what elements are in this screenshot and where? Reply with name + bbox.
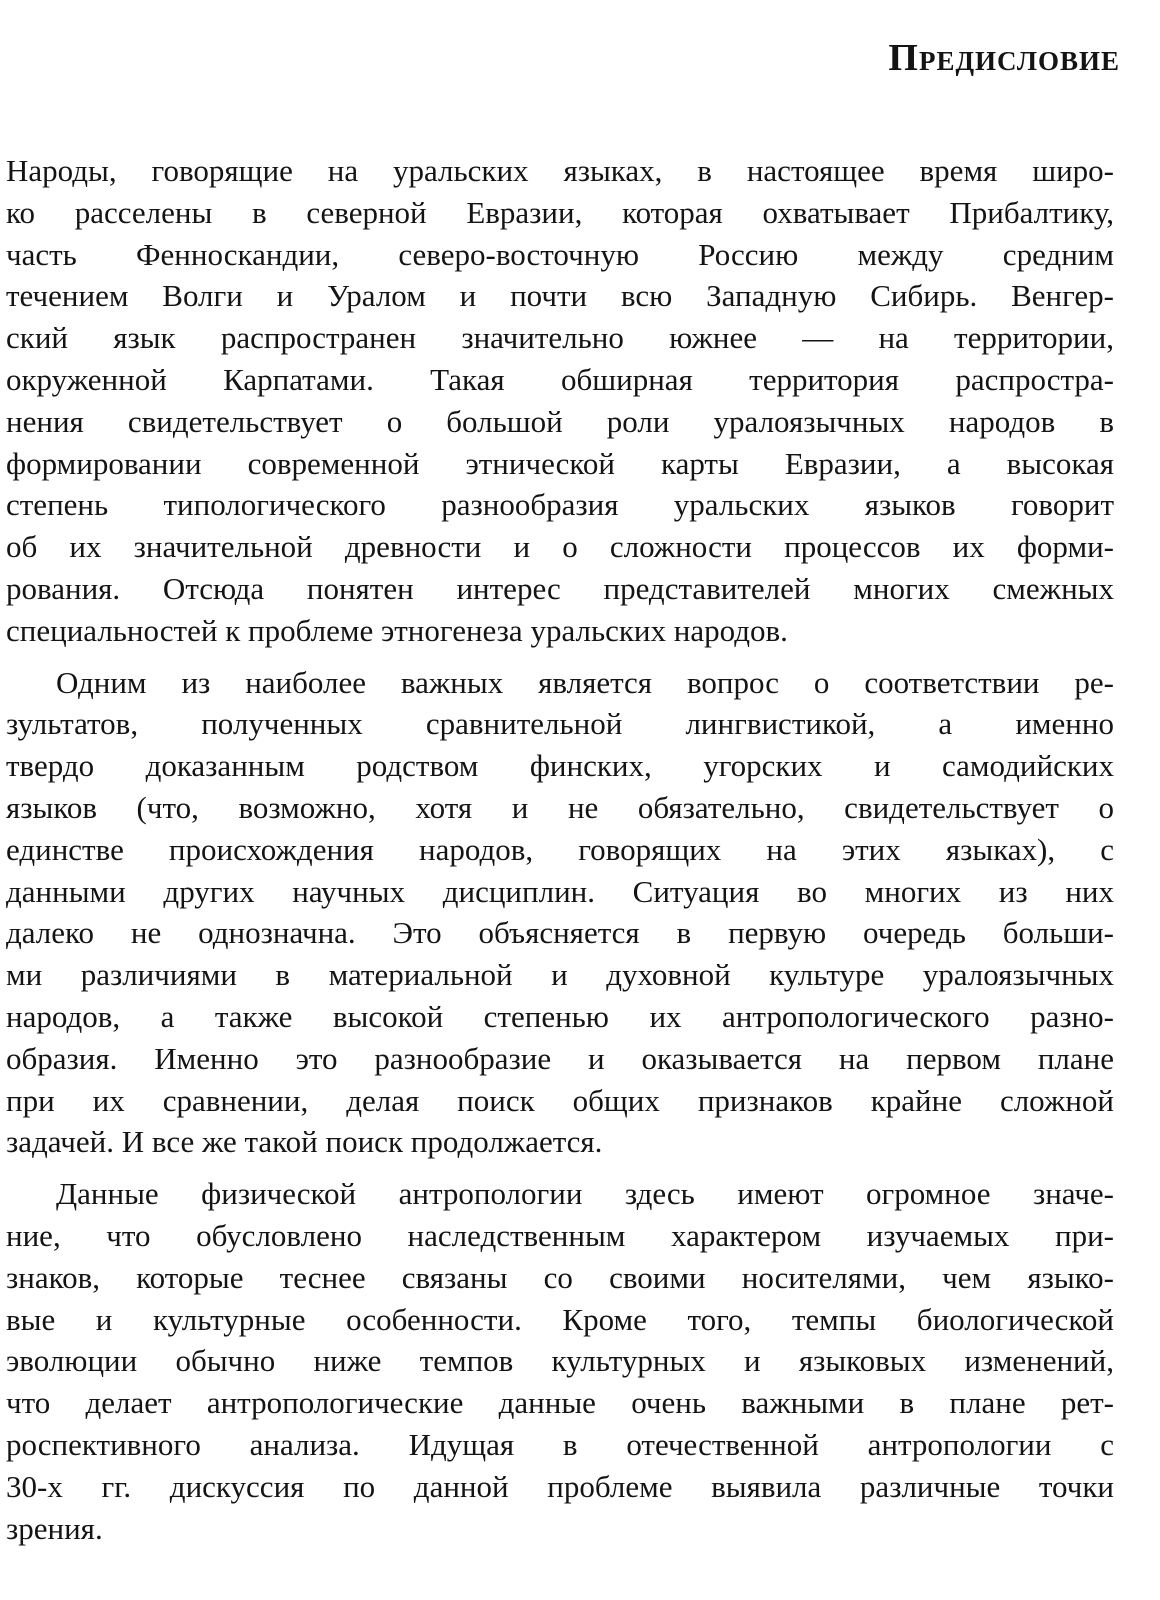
- text-line: нения свидетельствует о большой роли уралоязычных народов в: [6, 403, 1114, 439]
- text-line: зрения.: [6, 1510, 103, 1546]
- text-line: формировании современной этнической карты Евразии, а высокая: [6, 445, 1114, 481]
- text-line: зультатов, полученных сравнительной лингвистикой, а именно: [6, 706, 1114, 742]
- text-line: единстве происхождения народов, говорящих на этих языках), с: [6, 831, 1114, 867]
- text-line: эволюции обычно ниже темпов культурных и языковых изменений,: [6, 1343, 1114, 1379]
- text-line: роспективного анализа. Идущая в отечественной антропологии с: [6, 1426, 1114, 1462]
- text-line: образия. Именно это разнообразие и оказывается на первом плане: [6, 1040, 1114, 1076]
- text-line: окруженной Карпатами. Такая обширная территория распростра-: [6, 361, 1114, 397]
- text-line: степень типологического разнообразия уральских языков говорит: [6, 487, 1114, 523]
- text-line: Данные физической антропологии здесь имеют огромное значе-: [56, 1176, 1114, 1212]
- text-line: об их значительной древности и о сложности процессов их форми-: [6, 529, 1114, 565]
- text-line: данными других научных дисциплин. Ситуация во многих из них: [6, 873, 1114, 909]
- text-line: что делает антропологические данные очень важными в плане рет-: [6, 1385, 1114, 1421]
- text-line: при их сравнении, делая поиск общих признаков крайне сложной: [6, 1082, 1114, 1118]
- text-line: вые и культурные особенности. Кроме того, темпы биологической: [6, 1301, 1114, 1337]
- text-line: рования. Отсюда понятен интерес представителей многих смежных: [6, 570, 1114, 606]
- text-line: языков (что, возможно, хотя и не обязательно, свидетельствует о: [6, 789, 1114, 825]
- text-line: задачей. И все же такой поиск продолжается.: [6, 1124, 603, 1160]
- text-line: ский язык распространен значительно южнее — на территории,: [6, 320, 1114, 356]
- paragraph-1: [6, 150, 1114, 652]
- body-text: [6, 150, 1114, 1559]
- paragraph-3: [6, 1173, 1114, 1549]
- page-heading: Предисловие: [888, 37, 1120, 79]
- text-line: знаков, которые теснее связаны со своими носителями, чем языко-: [6, 1259, 1114, 1295]
- text-line: специальностей к проблеме этногенеза уральских народов.: [6, 612, 788, 648]
- paragraph-2: [6, 662, 1114, 1164]
- text-line: ко расселены в северной Евразии, которая охватывает Прибалтику,: [6, 194, 1114, 230]
- text-line: Народы, говорящие на уральских языках, в настоящее время широ-: [6, 153, 1114, 188]
- text-line: народов, а также высокой степенью их антропологического разно-: [6, 998, 1114, 1034]
- text-line: 30-х гг. дискуссия по данной проблеме выявила различные точки: [6, 1468, 1114, 1504]
- text-line: Одним из наиболее важных является вопрос о соответствии ре-: [56, 664, 1114, 700]
- text-line: далеко не однозначна. Это объясняется в первую очередь больши-: [6, 915, 1114, 951]
- text-line: ние, что обусловлено наследственным характером изучаемых при-: [6, 1217, 1114, 1253]
- text-line: часть Фенноскандии, северо-восточную Россию между средним: [6, 236, 1114, 272]
- text-line: ми различиями в материальной и духовной культуре уралоязычных: [6, 957, 1114, 993]
- text-line: твердо доказанным родством финских, угорских и самодийских: [6, 748, 1114, 784]
- text-line: течением Волги и Уралом и почти всю Западную Сибирь. Венгер-: [6, 278, 1114, 314]
